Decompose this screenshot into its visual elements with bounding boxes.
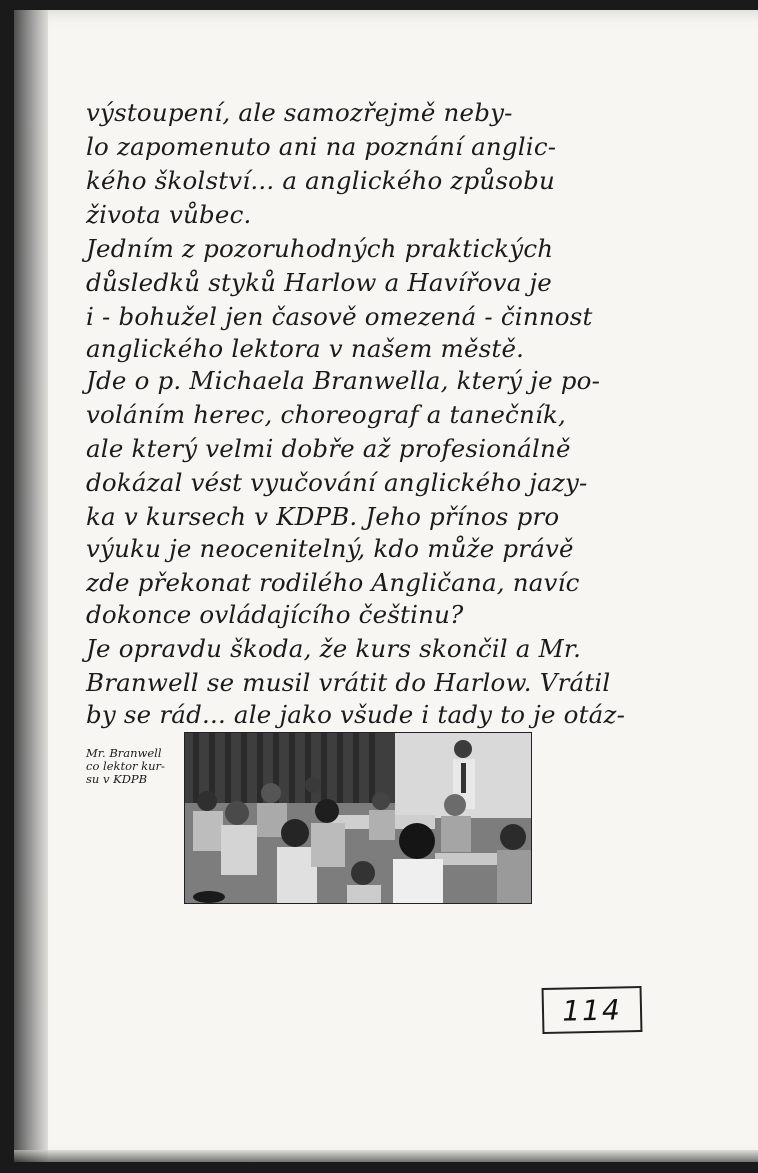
text-line: výuku je neocenitelný, kdo může právě bbox=[86, 534, 574, 563]
text-line: kého školství... a anglického způsobu bbox=[86, 166, 555, 195]
text-line: života vůbec. bbox=[86, 200, 252, 229]
text-line: ka v kursech v KDPB. Jeho přínos pro bbox=[86, 502, 560, 531]
text-line: i - bohužel jen časově omezená - činnost bbox=[86, 302, 593, 331]
page-bottom-edge bbox=[14, 1150, 758, 1162]
text-line: voláním herec, choreograf a tanečník, bbox=[86, 400, 567, 429]
text-line: lo zapomenuto ani na poznání anglic- bbox=[86, 132, 557, 161]
text-line: Je opravdu škoda, že kurs skončil a Mr. bbox=[86, 634, 582, 663]
page-number-box bbox=[542, 986, 643, 1034]
caption-line: Mr. Branwell bbox=[86, 746, 162, 760]
caption-line: su v KDPB bbox=[86, 772, 148, 786]
text-line: výstoupení, ale samozřejmě neby- bbox=[86, 98, 513, 127]
page-number: 114 bbox=[561, 992, 623, 1028]
text-line: důsledků styků Harlow a Havířova je bbox=[86, 268, 553, 297]
classroom-photo bbox=[184, 732, 532, 904]
text-line: dokonce ovládajícího češtinu? bbox=[86, 600, 464, 629]
text-line: Branwell se musil vrátit do Harlow. Vrátil bbox=[86, 668, 611, 697]
text-line: dokázal vést vyučování anglického jazy- bbox=[86, 468, 588, 497]
text-line: Jedním z pozoruhodných praktických bbox=[86, 234, 554, 263]
text-line: by se rád... ale jako všude i tady to je otáz- bbox=[86, 700, 626, 729]
text-line: anglického lektora v našem městě. bbox=[86, 334, 525, 363]
classroom-photo-image bbox=[185, 733, 531, 903]
text-line: ale který velmi dobře až profesionálně bbox=[86, 434, 571, 463]
text-line: zde překonat rodilého Angličana, navíc bbox=[86, 568, 580, 597]
caption-line: co lektor kur- bbox=[86, 759, 165, 773]
text-line: Jde o p. Michaela Branwella, který je po- bbox=[86, 366, 601, 395]
book-spine-shadow bbox=[14, 10, 48, 1162]
book-page bbox=[14, 10, 758, 1162]
photo-caption bbox=[86, 747, 196, 786]
